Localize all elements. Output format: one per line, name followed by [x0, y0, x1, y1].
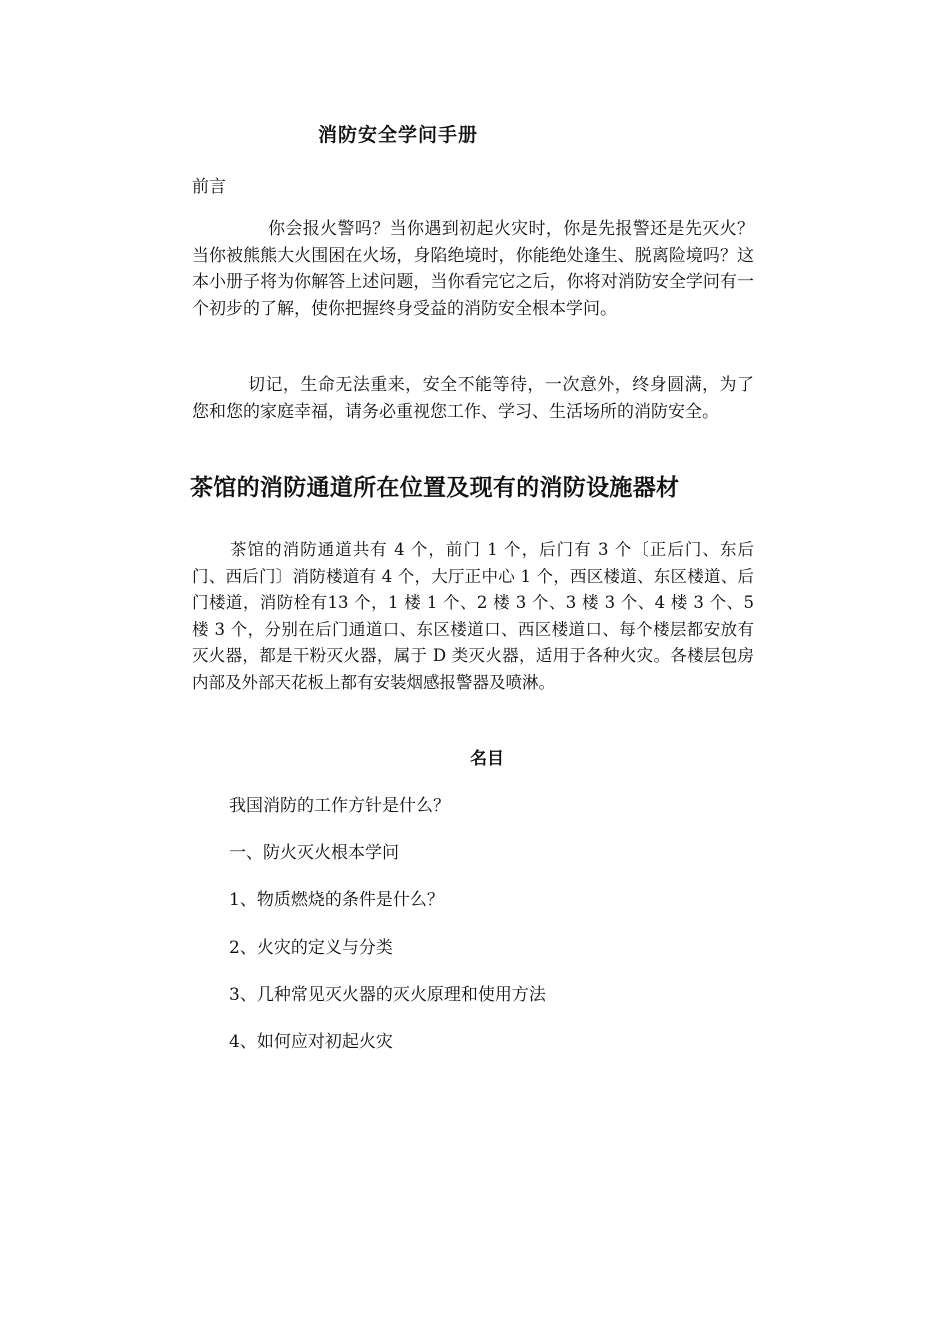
toc-item: 3、几种常见灭火器的灭火原理和使用方法	[229, 985, 546, 1005]
toc-item: 1、物质燃烧的条件是什么？	[229, 890, 444, 910]
preface-label: 前言	[192, 177, 226, 197]
toc-item: 2、火灾的定义与分类	[229, 938, 393, 958]
section-heading: 茶馆的消防通道所在位置及现有的消防设施器材	[190, 474, 680, 501]
toc-item: 我国消防的工作方针是什么？	[229, 796, 450, 816]
toc-item: 4、如何应对初起火灾	[229, 1032, 393, 1052]
preface-paragraph-2: 切记，生命无法重来，安全不能等待，一次意外，终身圆满，为了您和您的家庭幸福，请务必重视您工作、学习、生活场所的消防安全。	[192, 375, 754, 422]
document-title: 消防安全学问手册	[318, 124, 479, 146]
preface-paragraph-1: 你会报火警吗？当你遇到初起火灾时，你是先报警还是先灭火？当你被熊熊大火围困在火场，身陷绝境时，你能绝处逢生、脱离险境吗？这本小册子将为你解答上述问题，当你看完它之后，你将对消防安全学问有一个初步的了解，使你把握终身受益的消防安全根本学问。	[192, 219, 754, 319]
toc-item: 一、防火灭火根本学问	[229, 843, 399, 863]
section-paragraph: 茶馆的消防通道共有 4 个，前门 1 个，后门有 3 个〔正后门、东后门、西后门〕消防楼道有 4 个，大厅正中心 1 个，西区楼道、东区楼道、后门楼道，消防栓有13 个，1 楼 1 个、2 楼 3 个、3 楼 3 个、4 楼 3 个、5 楼 3 个，分别在后门通道口、东区楼道口、西区楼道口、每个楼层都安放有灭火器，都是干粉灭火器，属于 D 类灭火器，适用于各种火灾。各楼层包房内部及外部天花板上都有安装烟感报警器及喷淋。	[192, 540, 754, 692]
toc-title: 名目	[470, 749, 504, 769]
